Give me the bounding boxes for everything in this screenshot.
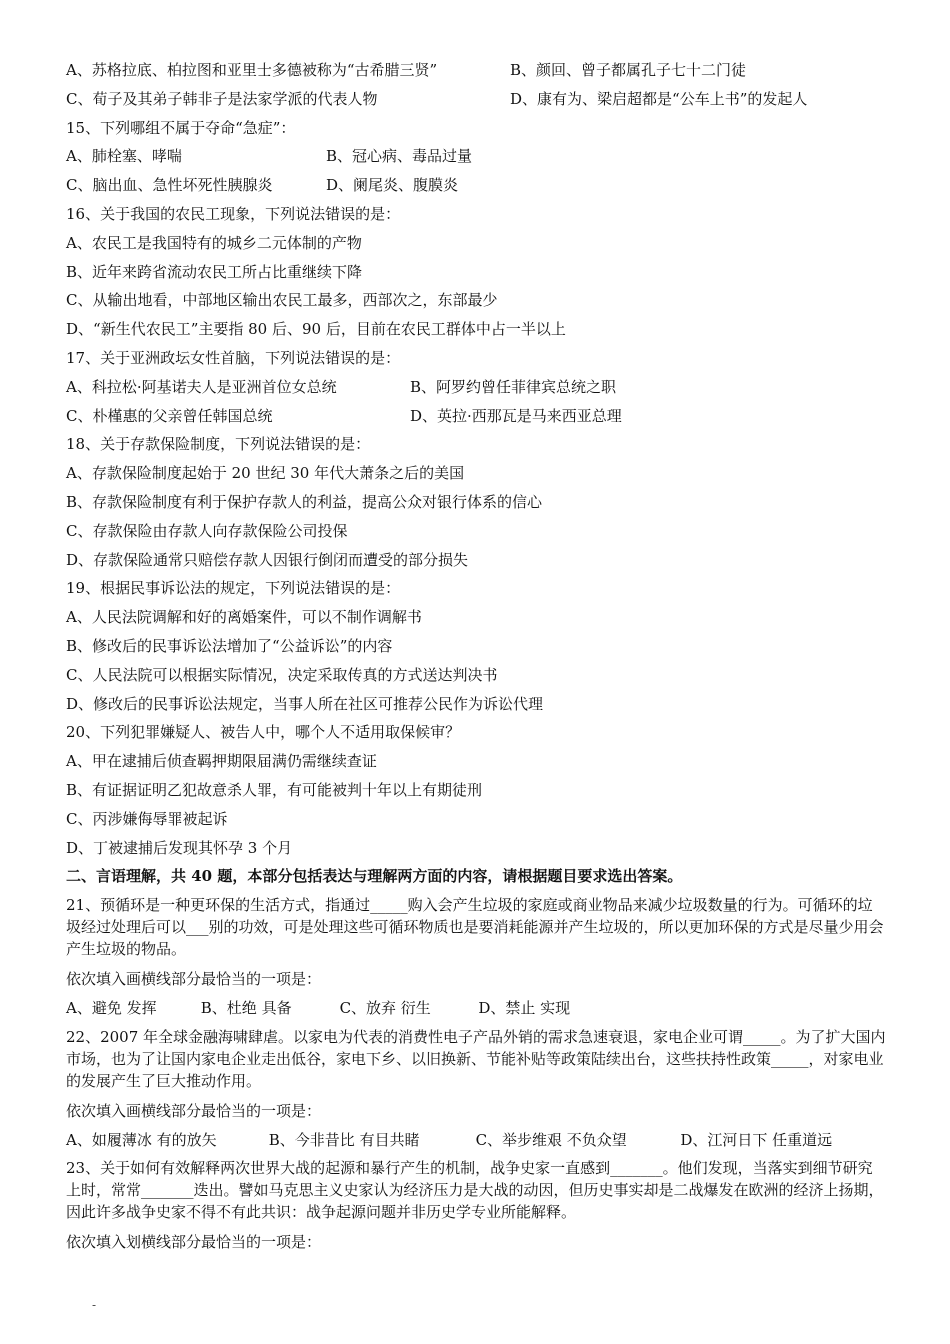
q17-options-row-1 — [66, 373, 886, 402]
q22-option-b: B、今非昔比 有目共睹 — [268, 1130, 420, 1149]
q19-stem: 19、根据民事诉讼法的规定，下列说法错误的是： — [66, 579, 401, 598]
q17-option-b: B、阿罗约曾任菲律宾总统之职 — [410, 377, 617, 396]
q14-options-row-2 — [66, 85, 886, 114]
q19-option-d: D、修改后的民事诉讼法规定，当事人所在社区可推荐公民作为诉讼代理 — [66, 694, 544, 713]
q18-option-c: C、存款保险由存款人向存款保险公司投保 — [66, 521, 348, 540]
q20-option-d: D、丁被逮捕后发现其怀孕 3 个月 — [66, 838, 293, 857]
q15-options-row-2 — [66, 171, 886, 200]
q14-options-row-1 — [66, 56, 886, 85]
q19-option-b: B、修改后的民事诉讼法增加了“公益诉讼”的内容 — [66, 636, 393, 655]
q22-option-d: D、江河日下 任重道远 — [680, 1130, 833, 1149]
section-heading: 二、言语理解，共 40 题，本部分包括表达与理解两方面的内容，请根据题目要求选出答案。 — [66, 867, 683, 886]
q18-option-b: B、存款保险制度有利于保护存款人的利益，提高公众对银行体系的信心 — [66, 492, 543, 511]
q21-option-d: D、禁止 实现 — [478, 998, 571, 1017]
q21-option-c: C、放弃 衍生 — [339, 998, 431, 1017]
q15-option-a: A、肺栓塞、哮喘 — [66, 147, 182, 166]
q14-option-a: A、苏格拉底、柏拉图和亚里士多德被称为“古希腊三贤” — [66, 61, 438, 79]
q16-option-b: B、近年来跨省流动农民工所占比重继续下降 — [66, 262, 363, 281]
q23-stem: 23、关于如何有效解释两次世界大战的起源和暴行产生的机制，战争史家一直感到_______。他们发现，当落实到细节研究上时，常常_______迭出。譬如马克思主义史家认为经济压力是大战的动因，但历史事实却是二战爆发在欧洲的经济上扬期，因此许多战争史家不得不有此共识：战争起源问题并非历史学专业所能解释。 — [66, 1159, 884, 1222]
footer-mark: - — [92, 1298, 97, 1312]
q15-options-row-1 — [66, 142, 886, 171]
q19-option-c: C、人民法院可以根据实际情况，决定采取传真的方式送达判决书 — [66, 665, 498, 684]
q17-options-row-2 — [66, 402, 886, 431]
q22-option-a: A、如履薄冰 有的放矢 — [66, 1130, 217, 1149]
q21-stem: 21、预循环是一种更环保的生活方式，指通过_____购入会产生垃圾的家庭或商业物品来减少垃圾数量的行为。可循环的垃圾经过处理后可以___别的功效，可是处理这些可循环物质也是要消耗能源并产生垃圾的，所以更加环保的方式是尽量少用会产生垃圾的物品。 — [66, 896, 884, 959]
q20-option-b: B、有证据证明乙犯故意杀人罪，有可能被判十年以上有期徒刑 — [66, 780, 483, 799]
q22-options-row — [66, 1126, 886, 1155]
q23-instruction: 依次填入划横线部分最恰当的一项是： — [66, 1233, 322, 1252]
q19-option-a: A、人民法院调解和好的离婚案件，可以不制作调解书 — [66, 608, 422, 627]
q18-option-a: A、存款保险制度起始于 20 世纪 30 年代大萧条之后的美国 — [66, 464, 465, 483]
q21-option-b: B、杜绝 具备 — [200, 998, 292, 1017]
q17-option-c: C、朴槿惠的父亲曾任韩国总统 — [66, 406, 273, 425]
q22-option-c: C、举步维艰 不负众望 — [475, 1130, 627, 1149]
q22-instruction: 依次填入画横线部分最恰当的一项是： — [66, 1101, 322, 1120]
exam-page — [66, 56, 886, 1257]
q17-option-d: D、英拉·西那瓦是马来西亚总理 — [410, 406, 622, 425]
q16-stem: 16、关于我国的农民工现象，下列说法错误的是： — [66, 204, 401, 223]
q17-stem: 17、关于亚洲政坛女性首脑，下列说法错误的是： — [66, 348, 401, 367]
q15-option-d: D、阑尾炎、腹膜炎 — [326, 176, 459, 195]
q15-option-c: C、脑出血、急性坏死性胰腺炎 — [66, 176, 273, 195]
q15-option-b: B、冠心病、毒品过量 — [326, 147, 473, 166]
q16-option-d: D、“新生代农民工”主要指 80 后、90 后，目前在农民工群体中占一半以上 — [66, 320, 566, 339]
q14-option-d: D、康有为、梁启超都是“公车上书”的发起人 — [510, 89, 808, 108]
q21-options-row — [66, 994, 886, 1023]
q16-option-a: A、农民工是我国特有的城乡二元体制的产物 — [66, 233, 362, 252]
q14-option-c: C、荀子及其弟子韩非子是法家学派的代表人物 — [66, 89, 378, 108]
q16-option-c: C、从输出地看，中部地区输出农民工最多，西部次之，东部最少 — [66, 291, 498, 310]
q17-option-a: A、科拉松·阿基诺夫人是亚洲首位女总统 — [66, 377, 337, 396]
q18-option-d: D、存款保险通常只赔偿存款人因银行倒闭而遭受的部分损失 — [66, 550, 469, 569]
q15-stem: 15、下列哪组不属于夺命“急症”： — [66, 118, 296, 137]
q20-option-a: A、甲在逮捕后侦查羁押期限届满仍需继续查证 — [66, 752, 377, 771]
q21-instruction: 依次填入画横线部分最恰当的一项是： — [66, 970, 322, 989]
q20-stem: 20、下列犯罪嫌疑人、被告人中，哪个人不适用取保候审？ — [66, 723, 461, 742]
q21-option-a: A、避免 发挥 — [66, 998, 157, 1017]
q14-option-b: B、颜回、曾子都属孔子七十二门徒 — [510, 61, 747, 79]
q20-option-c: C、丙涉嫌侮辱罪被起诉 — [66, 809, 228, 828]
q22-stem: 22、2007 年全球金融海啸肆虐。以家电为代表的消费性电子产品外销的需求急速衰退，家电企业可谓_____。为了扩大国内市场，也为了让国内家电企业走出低谷，家电下乡、以旧换新、节能补贴等政策陆续出台，这些扶持性政策_____，对家电业的发展产生了巨大推动作用。 — [66, 1027, 886, 1090]
q18-stem: 18、关于存款保险制度，下列说法错误的是： — [66, 435, 371, 454]
